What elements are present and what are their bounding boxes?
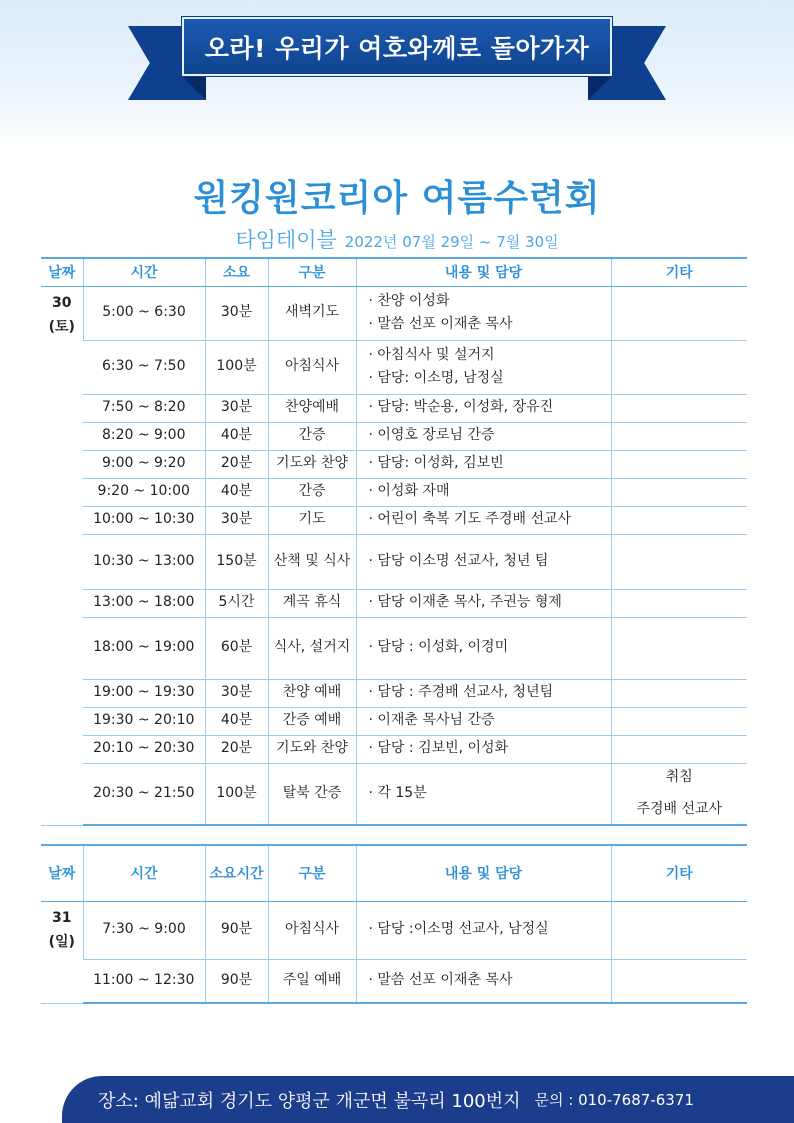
day-number: 31 (52, 909, 72, 926)
header-note: 기타 (611, 845, 747, 901)
content-cell: · 담당 : 이성화, 이경미 (356, 617, 611, 679)
header-time: 시간 (83, 258, 205, 286)
day-number: 30 (52, 294, 72, 311)
table-row (41, 506, 747, 534)
duration-cell: 100분 (205, 763, 268, 825)
header-duration: 소요시간 (205, 845, 268, 901)
category-cell: 주일 예배 (268, 959, 356, 1003)
header-category: 구분 (268, 845, 356, 901)
duration-cell: 30분 (205, 286, 268, 340)
category-cell: 계곡 휴식 (268, 589, 356, 617)
category-cell: 탈북 간증 (268, 763, 356, 825)
duration-cell: 30분 (205, 679, 268, 707)
content-cell: · 어린이 축복 기도 주경배 선교사 (356, 506, 611, 534)
time-cell: 8:20 ~ 9:00 (83, 422, 205, 450)
content-line: · 담당: 이소명, 남정실 (368, 370, 504, 386)
content-cell: · 담당 :이소명 선교사, 남정실 (356, 901, 611, 959)
note-cell (611, 534, 747, 589)
content-cell: · 이성화 자매 (356, 478, 611, 506)
table-row (41, 534, 747, 589)
table-row (41, 478, 747, 506)
category-cell: 간증 (268, 422, 356, 450)
time-cell: 9:00 ~ 9:20 (83, 450, 205, 478)
category-cell: 기도와 찬양 (268, 735, 356, 763)
subtitle (0, 224, 794, 254)
table-row (41, 286, 747, 340)
table-row (41, 959, 747, 1003)
subtitle-label: 타임테이블 (235, 228, 337, 252)
duration-cell: 40분 (205, 707, 268, 735)
content-cell: · 각 15분 (356, 763, 611, 825)
day-cell (41, 286, 83, 825)
day-weekday: (토) (48, 318, 75, 335)
content-cell: · 담당 이소명 선교사, 청년 팀 (356, 534, 611, 589)
note-cell (611, 959, 747, 1003)
time-cell: 19:00 ~ 19:30 (83, 679, 205, 707)
note-cell (611, 735, 747, 763)
time-cell: 10:30 ~ 13:00 (83, 534, 205, 589)
subtitle-date: 2022년 07월 29일 ~ 7월 30일 (344, 233, 559, 251)
table-row (41, 679, 747, 707)
note-cell (611, 422, 747, 450)
content-cell: · 담당 : 김보빈, 이성화 (356, 735, 611, 763)
time-cell: 9:20 ~ 10:00 (83, 478, 205, 506)
footer-place: 장소: 예닮교회 경기도 양평군 개군면 불곡리 100번지 (98, 1090, 521, 1112)
content-line: · 찬양 이성화 (368, 292, 450, 309)
note-cell (611, 478, 747, 506)
duration-cell: 5시간 (205, 589, 268, 617)
duration-cell: 30분 (205, 506, 268, 534)
time-cell: 20:30 ~ 21:50 (83, 763, 205, 825)
content-cell: · 담당 이재춘 목사, 주권능 형제 (356, 589, 611, 617)
time-cell: 18:00 ~ 19:00 (83, 617, 205, 679)
content-cell (356, 340, 611, 394)
time-cell: 13:00 ~ 18:00 (83, 589, 205, 617)
note-cell (611, 707, 747, 735)
footer-bar (62, 1076, 794, 1123)
table-row (41, 340, 747, 394)
table-row (41, 617, 747, 679)
header-note: 기타 (611, 258, 747, 286)
category-cell: 기도와 찬양 (268, 450, 356, 478)
header-time: 시간 (83, 845, 205, 901)
time-cell: 7:30 ~ 9:00 (83, 901, 205, 959)
table-row (41, 707, 747, 735)
table-row (41, 735, 747, 763)
header-category: 구분 (268, 258, 356, 286)
note-cell (611, 286, 747, 340)
category-cell: 간증 (268, 478, 356, 506)
page-title: 원킹원코리아 여름수련회 (193, 178, 601, 219)
note-cell (611, 589, 747, 617)
table-header-row (41, 258, 747, 286)
note-cell (611, 340, 747, 394)
note-cell (611, 617, 747, 679)
category-cell: 아침식사 (268, 901, 356, 959)
duration-cell: 30분 (205, 394, 268, 422)
category-cell: 간증 예배 (268, 707, 356, 735)
content-cell: · 이영호 장로님 간증 (356, 422, 611, 450)
note-line: 주경배 선교사 (636, 800, 723, 817)
note-line: 취침 (665, 769, 693, 786)
note-cell (611, 394, 747, 422)
schedule-table-day-31 (41, 844, 747, 1004)
header-duration: 소요 (205, 258, 268, 286)
table-row (41, 422, 747, 450)
time-cell: 5:00 ~ 6:30 (83, 286, 205, 340)
note-cell (611, 763, 747, 825)
duration-cell: 90분 (205, 901, 268, 959)
time-cell: 11:00 ~ 12:30 (83, 959, 205, 1003)
duration-cell: 90분 (205, 959, 268, 1003)
duration-cell: 40분 (205, 478, 268, 506)
category-cell: 기도 (268, 506, 356, 534)
banner-text: 오라! 우리가 여호와께로 돌아가자 (204, 33, 590, 63)
note-cell (611, 506, 747, 534)
time-cell: 7:50 ~ 8:20 (83, 394, 205, 422)
time-cell: 20:10 ~ 20:30 (83, 735, 205, 763)
content-cell: · 담당: 박순용, 이성화, 장유진 (356, 394, 611, 422)
note-cell (611, 901, 747, 959)
duration-cell: 100분 (205, 340, 268, 394)
table-row (41, 450, 747, 478)
category-cell: 찬양예배 (268, 394, 356, 422)
content-line: · 말씀 선포 이재춘 목사 (368, 316, 513, 332)
duration-cell: 150분 (205, 534, 268, 589)
category-cell: 찬양 예배 (268, 679, 356, 707)
header-content: 내용 및 담당 (356, 258, 611, 286)
category-cell: 산책 및 식사 (268, 534, 356, 589)
schedule-table-day-30 (41, 257, 747, 826)
header-content: 내용 및 담당 (356, 845, 611, 901)
banner-ribbon (182, 17, 612, 76)
note-cell (611, 679, 747, 707)
table-row (41, 763, 747, 825)
duration-cell: 60분 (205, 617, 268, 679)
category-cell: 식사, 설거지 (268, 617, 356, 679)
content-cell: · 말씀 선포 이재춘 목사 (356, 959, 611, 1003)
header-date: 날짜 (41, 258, 83, 286)
content-line: · 아침식사 및 설거지 (368, 346, 495, 363)
table-row (41, 394, 747, 422)
footer-contact: 문의 : 010-7687-6371 (534, 1091, 694, 1109)
content-cell: · 담당: 이성화, 김보빈 (356, 450, 611, 478)
note-cell (611, 450, 747, 478)
day-cell (41, 901, 83, 1003)
duration-cell: 40분 (205, 422, 268, 450)
time-cell: 19:30 ~ 20:10 (83, 707, 205, 735)
time-cell: 6:30 ~ 7:50 (83, 340, 205, 394)
content-cell: · 이재춘 목사님 간증 (356, 707, 611, 735)
table-header-row (41, 845, 747, 901)
table-row (41, 589, 747, 617)
content-cell (356, 286, 611, 340)
duration-cell: 20분 (205, 450, 268, 478)
day-weekday: (일) (48, 933, 75, 950)
header-date: 날짜 (41, 845, 83, 901)
duration-cell: 20분 (205, 735, 268, 763)
category-cell: 새벽기도 (268, 286, 356, 340)
content-cell: · 담당 : 주경배 선교사, 청년팀 (356, 679, 611, 707)
table-row (41, 901, 747, 959)
time-cell: 10:00 ~ 10:30 (83, 506, 205, 534)
category-cell: 아침식사 (268, 340, 356, 394)
